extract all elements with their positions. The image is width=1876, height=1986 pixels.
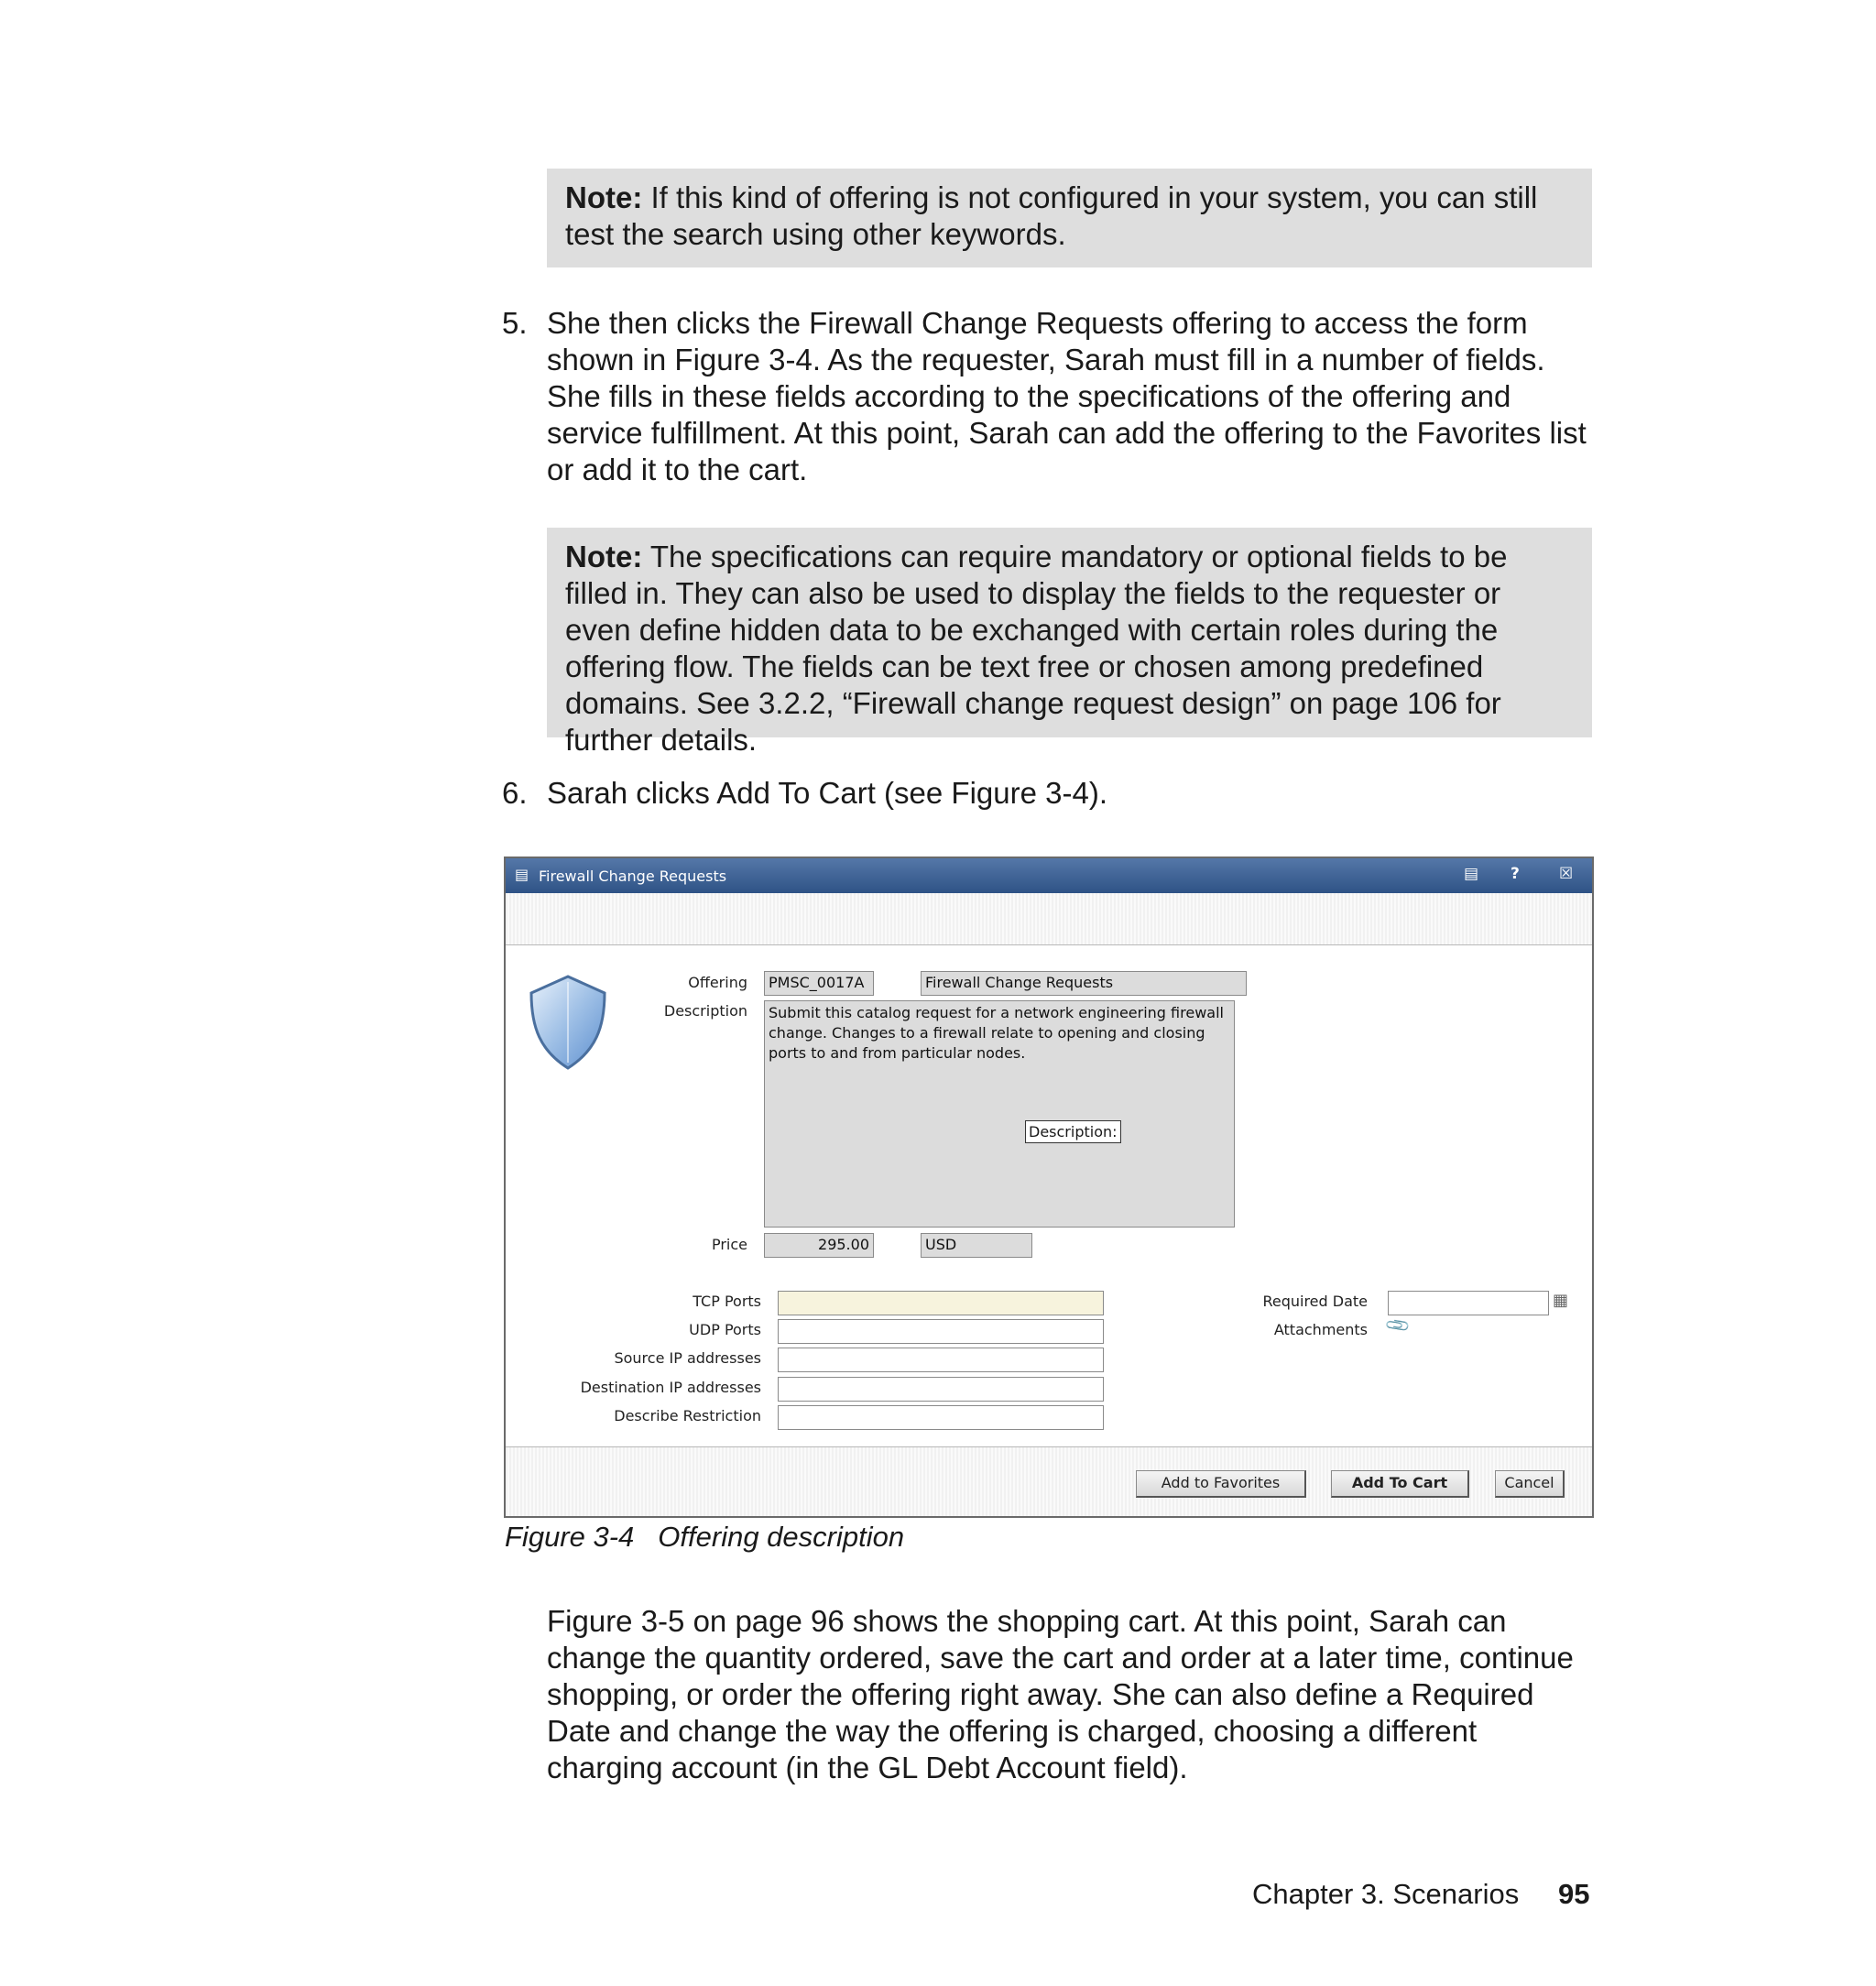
field-label-destination-ip: Destination IP addresses	[580, 1379, 761, 1396]
caption-number: Figure 3-4	[505, 1521, 635, 1553]
describe-restriction-input[interactable]	[778, 1405, 1104, 1430]
field-label-describe-restriction: Describe Restriction	[614, 1407, 761, 1424]
description-tooltip: Description:	[1025, 1120, 1121, 1143]
close-icon[interactable]: ☒	[1559, 865, 1574, 883]
list-text: Sarah clicks Add To Cart (see Figure 3-4).	[547, 776, 1107, 810]
list-number: 6.	[502, 776, 528, 810]
offering-name-field: Firewall Change Requests	[921, 971, 1247, 996]
required-date-input[interactable]	[1388, 1291, 1549, 1315]
field-label-udp-ports: UDP Ports	[689, 1321, 761, 1338]
window-titlebar	[506, 858, 1592, 893]
offering-window	[504, 857, 1594, 1518]
help-icon[interactable]: ?	[1511, 865, 1520, 883]
add-to-favorites-button[interactable]: Add to Favorites	[1136, 1470, 1306, 1498]
maximize-icon[interactable]: ▤	[1464, 865, 1479, 883]
required-date-label: Required Date	[1262, 1293, 1368, 1310]
note-box	[547, 528, 1592, 757]
cancel-button[interactable]: Cancel	[1495, 1470, 1565, 1498]
toolbar	[506, 893, 1592, 945]
note-box	[547, 169, 1592, 267]
field-label-tcp-ports: TCP Ports	[693, 1293, 761, 1310]
currency-field: USD	[921, 1233, 1032, 1258]
attachment-icon[interactable]: 📎	[1383, 1312, 1412, 1340]
shield-icon	[524, 973, 634, 1074]
list-number: 5.	[502, 306, 528, 340]
note-label: Note:	[565, 540, 643, 573]
note-text: If this kind of offering is not configured in your system, you can still test the search using other keywords.	[565, 180, 1538, 251]
offering-code-field: PMSC_0017A	[764, 971, 874, 996]
udp-ports-input[interactable]	[778, 1319, 1104, 1344]
offering-label: Offering	[688, 974, 747, 991]
destination-ip-input[interactable]	[778, 1377, 1104, 1402]
description-label: Description	[663, 1002, 747, 1020]
figure-caption	[505, 1519, 904, 1555]
button-bar	[506, 1446, 1592, 1516]
price-field: 295.00	[764, 1233, 874, 1258]
footer-chapter: Chapter 3. Scenarios	[1252, 1878, 1520, 1910]
form-icon: ▤	[515, 866, 529, 883]
window-title: Firewall Change Requests	[539, 868, 727, 885]
caption-title: Offering description	[658, 1521, 905, 1553]
source-ip-input[interactable]	[778, 1348, 1104, 1372]
calendar-icon[interactable]: ▦	[1553, 1291, 1569, 1310]
note-label: Note:	[565, 180, 643, 214]
description-field: Submit this catalog request for a network engineering firewall change. Changes to a firewall relate to opening and closing ports to and from particular nodes.	[764, 1000, 1235, 1228]
price-label: Price	[711, 1236, 747, 1253]
add-to-cart-button[interactable]: Add To Cart	[1331, 1470, 1469, 1498]
list-text: She then clicks the Firewall Change Requests offering to access the form shown in Figure 3-4. As the requester, Sarah must fill in a number of fields. She fills in these fields according to the specifications of the offering and service fulfillment. At this point, Sarah can add the offering to the Favorites list or add it to the cart.	[547, 306, 1587, 486]
field-label-source-ip: Source IP addresses	[614, 1349, 761, 1367]
body-paragraph: Figure 3-5 on page 96 shows the shopping cart. At this point, Sarah can change the quantity ordered, save the cart and order at a later time, continue shopping, or order the offering right away. She can also define a Required Date and change the way the offering is charged, choosing a different charging account (in the GL Debt Account field).	[547, 1604, 1574, 1784]
tcp-ports-input[interactable]	[778, 1291, 1104, 1315]
note-text: The specifications can require mandatory or optional fields to be filled in. They can also be used to display the fields to the requester or even define hidden data to be exchanged with certain roles during the offering flow. The fields can be text free or chosen among predefined domains. See 3.2.2, “Firewall change request design” on page 106 for further details.	[565, 540, 1508, 757]
attachments-label: Attachments	[1273, 1321, 1368, 1338]
page-number: 95	[1558, 1878, 1590, 1910]
